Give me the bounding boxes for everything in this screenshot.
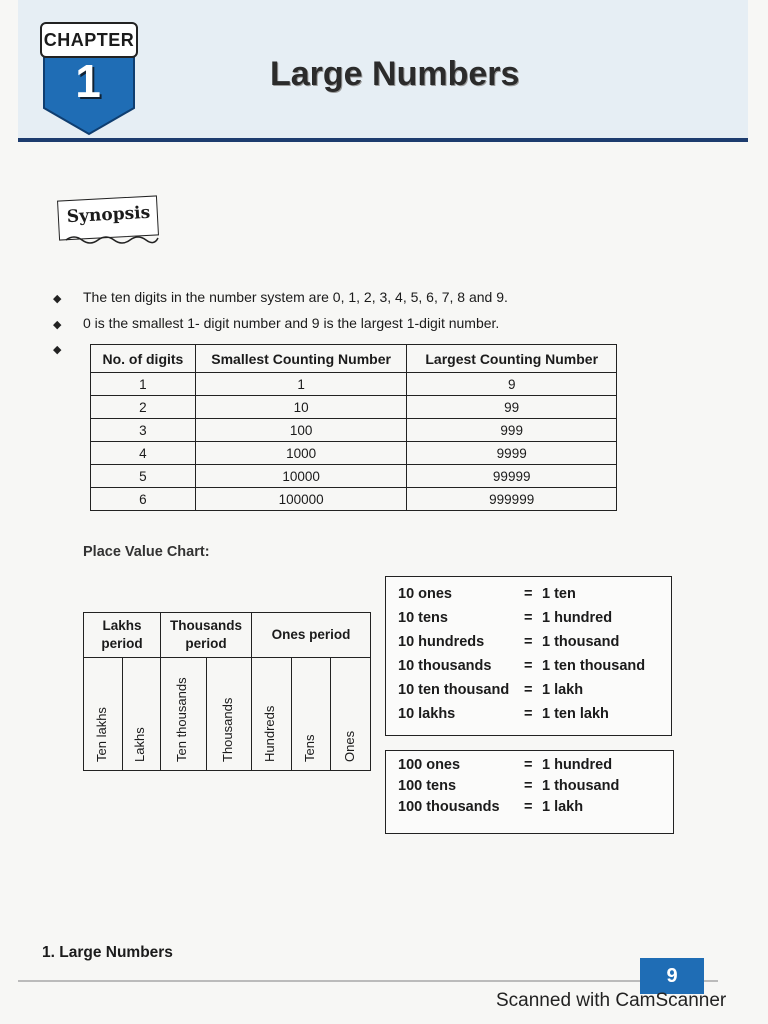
cell-largest: 9	[407, 373, 617, 396]
place-cell	[206, 658, 252, 771]
table-header-row	[91, 345, 617, 373]
cell-digits: 2	[91, 396, 196, 419]
footer-chapter-ref: 1. Large Numbers	[42, 944, 173, 961]
eq-left: 10 tens	[398, 610, 448, 626]
place-row	[84, 658, 371, 771]
bullet-text-1: The ten digits in the number system are 0, 1, 2, 3, 4, 5, 6, 7, 8 and 9.	[83, 289, 508, 305]
eq-sign: =	[524, 658, 533, 674]
eq-left: 100 thousands	[398, 799, 500, 815]
cell-digits: 6	[91, 488, 196, 511]
cell-smallest: 100000	[195, 488, 407, 511]
cell-digits: 1	[91, 373, 196, 396]
place-value-chart	[83, 612, 371, 771]
eq-left: 100 tens	[398, 778, 457, 794]
bullet-text-2: 0 is the smallest 1- digit number and 9 is the largest 1-digit number.	[83, 315, 500, 331]
place-label: Ten thousands	[174, 677, 190, 762]
eq-right: 1 ten	[542, 586, 576, 602]
cell-largest: 99	[407, 396, 617, 419]
table-row	[91, 373, 617, 396]
place-label: Lakhs	[132, 727, 148, 762]
eq-sign: =	[524, 778, 533, 794]
eq-right: 1 hundred	[542, 610, 613, 626]
cell-largest: 999	[407, 419, 617, 442]
period-row	[84, 613, 371, 658]
eq-left: 10 ten thousand	[398, 682, 510, 698]
chapter-title: Large Numbers	[270, 55, 520, 93]
place-cell	[331, 658, 371, 771]
place-cell	[161, 658, 207, 771]
cell-smallest: 10	[195, 396, 407, 419]
place-value-title: Place Value Chart:	[83, 544, 210, 560]
cell-digits: 4	[91, 442, 196, 465]
equivalence-box-hundreds	[385, 750, 674, 834]
period-lakhs: Lakhs period	[84, 613, 161, 658]
digits-table	[90, 344, 617, 511]
eq-sign: =	[524, 610, 533, 626]
eq-right: 1 lakh	[542, 799, 584, 815]
scan-watermark: Scanned with CamScanner	[496, 990, 727, 1011]
eq-left: 10 lakhs	[398, 706, 456, 722]
place-label: Ones	[341, 730, 357, 762]
cell-digits: 3	[91, 419, 196, 442]
period-thousands: Thousands period	[161, 613, 252, 658]
place-label: Hundreds	[262, 705, 278, 762]
eq-right: 1 hundred	[542, 757, 613, 773]
place-cell	[291, 658, 331, 771]
table-row	[91, 442, 617, 465]
synopsis-label: Synopsis	[66, 202, 151, 228]
table-row	[91, 419, 617, 442]
eq-left: 10 hundreds	[398, 634, 485, 650]
eq-left: 10 ones	[398, 586, 452, 602]
eq-sign: =	[524, 706, 533, 722]
cell-largest: 9999	[407, 442, 617, 465]
table-row	[91, 488, 617, 511]
cell-largest: 999999	[407, 488, 617, 511]
eq-right: 1 thousand	[542, 778, 620, 794]
cell-smallest: 1	[195, 373, 407, 396]
table-row	[91, 465, 617, 488]
eq-sign: =	[524, 634, 533, 650]
eq-right: 1 ten thousand	[542, 658, 646, 674]
equivalence-box-tens	[385, 576, 672, 736]
eq-sign: =	[524, 799, 533, 815]
eq-left: 100 ones	[398, 757, 461, 773]
chapter-number: 1	[75, 55, 101, 107]
cell-smallest: 100	[195, 419, 407, 442]
header-digits: No. of digits	[91, 345, 196, 373]
place-cell	[84, 658, 123, 771]
wave-underline-icon	[64, 232, 160, 246]
footer-rule	[18, 980, 718, 982]
bullet-icon: ◆	[53, 344, 62, 356]
eq-sign: =	[524, 682, 533, 698]
eq-left: 10 thousands	[398, 658, 492, 674]
cell-smallest: 10000	[195, 465, 407, 488]
cell-digits: 5	[91, 465, 196, 488]
chapter-badge-label: CHAPTER	[40, 22, 138, 58]
eq-sign: =	[524, 757, 533, 773]
bullet-icon: ◆	[53, 293, 62, 305]
table-row	[91, 396, 617, 419]
place-cell	[122, 658, 161, 771]
cell-smallest: 1000	[195, 442, 407, 465]
period-ones: Ones period	[252, 613, 371, 658]
header-smallest: Smallest Counting Number	[195, 345, 407, 373]
place-label: Thousands	[219, 697, 235, 762]
place-label: Tens	[301, 734, 317, 762]
header-largest: Largest Counting Number	[407, 345, 617, 373]
bullet-icon: ◆	[53, 319, 62, 331]
eq-sign: =	[524, 586, 533, 602]
page-number: 9	[640, 958, 704, 994]
place-label: Ten lakhs	[93, 707, 109, 762]
place-cell	[252, 658, 292, 771]
cell-largest: 99999	[407, 465, 617, 488]
eq-right: 1 lakh	[542, 682, 584, 698]
eq-right: 1 thousand	[542, 634, 620, 650]
eq-right: 1 ten lakh	[542, 706, 609, 722]
